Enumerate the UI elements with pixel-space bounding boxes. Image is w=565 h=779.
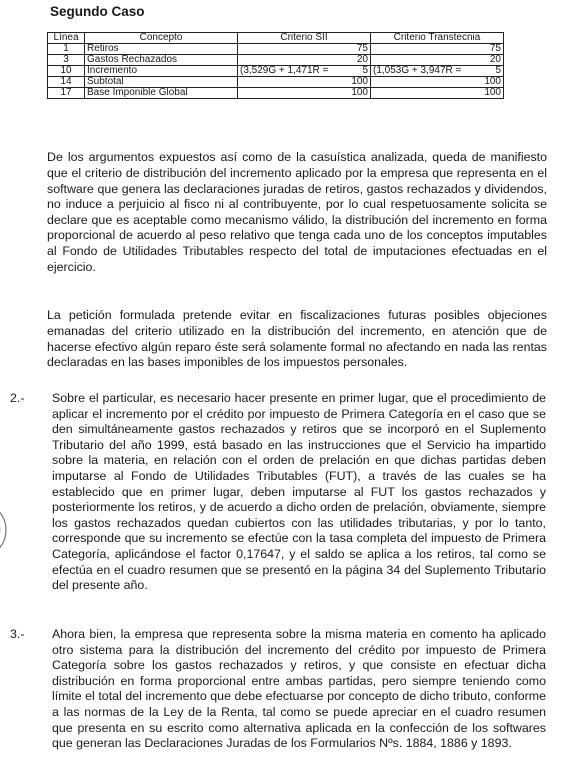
cell-sii <box>238 44 371 55</box>
sii-formula: (3,529G + 1,471R = <box>240 65 329 76</box>
trans-value: 20 <box>489 54 501 65</box>
cell-linea: 1 <box>48 44 85 55</box>
cell-concepto: Retiros <box>85 44 238 55</box>
table-row <box>48 88 504 99</box>
header-criterio-sii: Criterio SII <box>238 33 371 44</box>
cell-concepto: Base Imponible Global <box>85 88 238 99</box>
header-criterio-transtecnia: Criterio Transtecnia <box>371 33 504 44</box>
table-row <box>48 66 504 77</box>
cell-sii <box>238 77 371 88</box>
cell-concepto: Incremento <box>85 66 238 77</box>
cell-sii <box>238 88 371 99</box>
cell-concepto: Gastos Rechazados <box>85 55 238 66</box>
table-row <box>48 44 504 55</box>
sii-value: 100 <box>351 87 368 98</box>
cell-trans <box>371 55 504 66</box>
sii-value: 100 <box>351 76 368 87</box>
cell-linea: 14 <box>48 77 85 88</box>
comparison-table <box>47 32 504 99</box>
sii-value: 5 <box>362 65 368 76</box>
trans-value: 75 <box>489 43 501 54</box>
header-linea: Línea <box>48 33 85 44</box>
table-header-row <box>48 33 504 44</box>
paragraph-conclusion: De los argumentos expuestos así como de la casuística analizada, queda de manifiesto que el criterio de distribución del incremento aplicado por la empresa que representa en el software que genera las declaraciones juradas de retiros, gastos rechazados y dividendos, no induce a perjuicio al fisco ni al contribuyente, por lo cual respetuosamente solicita se declare que es aceptable como mecanismo válido, la distribución del incremento en forma proporcional de acuerdo al peso relativo que tenga cada uno de los conceptos imputables al Fondo de Utilidades Tributables respecto del total de imputaciones efectuadas en el ejercicio. <box>47 150 547 274</box>
cell-trans <box>371 66 504 77</box>
stamp-seal-icon <box>0 500 18 560</box>
table-row <box>48 55 504 66</box>
cell-trans <box>371 44 504 55</box>
trans-value: 5 <box>495 65 501 76</box>
sii-value: 75 <box>356 43 368 54</box>
cell-trans <box>371 77 504 88</box>
cell-concepto: Subtotal <box>85 77 238 88</box>
item-text: Ahora bien, la empresa que representa sobre la misma materia en comento ha aplicado otro sistema para la distribución del incremento del crédito por impuesto de Primera Categoría sobre los gastos rechazados y retiros, y que consiste en efectuar dicha distribución en forma proporcional entre ambas partidas, pero siempre teniendo como límite el total del incremento que debe efectuarse por concepto de dicho tributo, conforme a las normas de la Ley de la Renta, tal como se puede apreciar en el cuadro resumen que presenta en su escrito como alternativa aplicada en la confección de los softwares que generan las Declaraciones Juradas de los Formularios Nºs. 1884, 1886 y 1893. <box>52 627 546 751</box>
item-number: 3.- <box>10 627 25 641</box>
section-heading: Segundo Caso <box>50 4 145 19</box>
trans-value: 100 <box>484 87 501 98</box>
trans-value: 100 <box>484 76 501 87</box>
cell-linea: 17 <box>48 88 85 99</box>
cell-sii <box>238 66 371 77</box>
paragraph-petition: La petición formulada pretende evitar en fiscalizaciones futuras posibles objeciones emanadas del criterio utilizado en la distribución del incremento, en atención que de hacerse efectivo algún reparo éste será solamente formal no afectando en nada las rentas declaradas en las bases imponibles de los impuestos personales. <box>47 308 547 370</box>
cell-linea: 3 <box>48 55 85 66</box>
item-number: 2.- <box>10 391 25 405</box>
header-concepto: Concepto <box>85 33 238 44</box>
sii-value: 20 <box>356 54 368 65</box>
trans-formula: (1,053G + 3,947R = <box>373 65 462 76</box>
cell-sii <box>238 55 371 66</box>
table-row <box>48 77 504 88</box>
cell-linea: 10 <box>48 66 85 77</box>
cell-trans <box>371 88 504 99</box>
item-text: Sobre el particular, es necesario hacer presente en primer lugar, que el procedimiento de aplicar el incremento por el crédito por impuesto de Primera Categoría en el caso que se den simultáneamente gastos rechazados y retiros que se incorporó en el Suplemento Tributario del año 1999, está basado en las instrucciones que el Servicio ha impartido sobre la materia, en relación con el orden de prelación en que dichas partidas deben imputarse al Fondo de Utilidades Tributables (FUT), a través de las cuales se ha establecido que en primer lugar, deben imputarse al FUT los gastos rechazados y posteriormente los retiros, y de acuerdo a dicho orden de prelación, obviamente, siempre los gastos rechazados quedan cubiertos con las utilidades tributarias, y por lo tanto, corresponde que su incremento se efectúe con la tasa completa del impuesto de Primera Categoría, aplicándose el factor 0,17647, y el saldo se aplica a los retiros, tal como se efectúa en el cuadro resumen que se presentó en la página 34 del Suplemento Tributario del presente año. <box>52 391 546 593</box>
